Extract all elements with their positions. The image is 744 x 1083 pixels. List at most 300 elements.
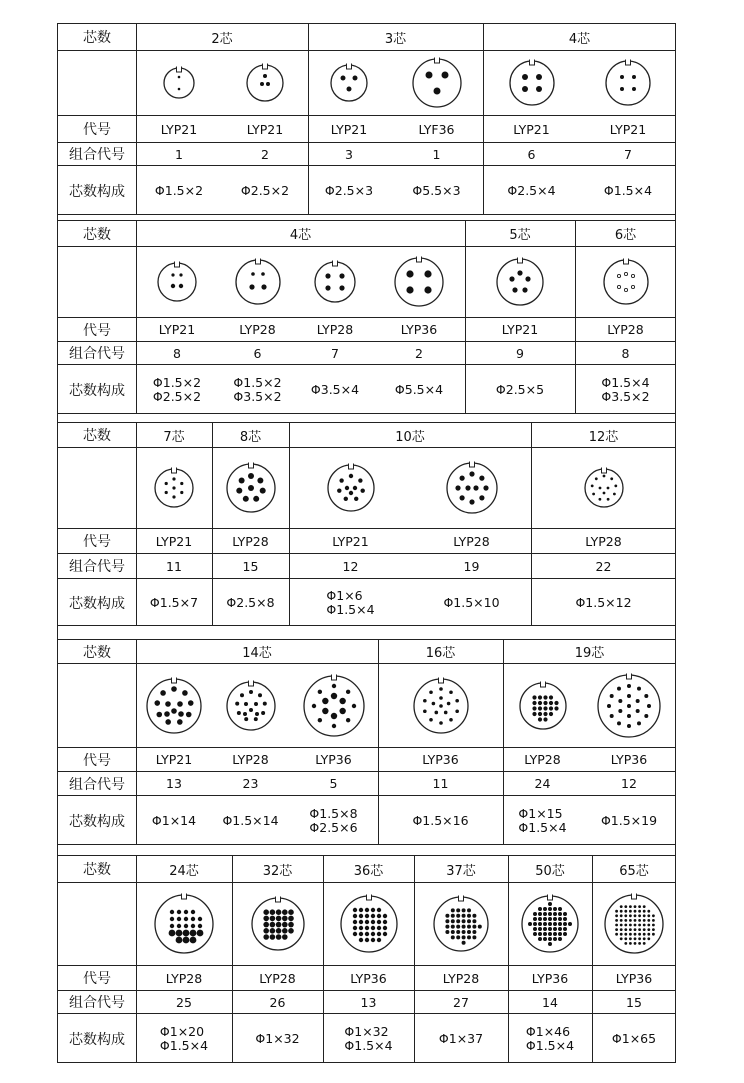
combo-row bbox=[58, 772, 675, 796]
combo-row bbox=[58, 143, 675, 166]
model-cell: LYP28 bbox=[442, 970, 480, 986]
pin-hole bbox=[178, 88, 181, 91]
model-cell: LYP28 bbox=[585, 533, 622, 549]
pin-hole bbox=[610, 694, 614, 698]
pin-hole bbox=[269, 922, 275, 928]
pin-hole bbox=[429, 717, 433, 721]
drawing-cell bbox=[136, 247, 218, 317]
pin-hole bbox=[612, 493, 615, 496]
core-count-header: 4芯 bbox=[289, 228, 312, 243]
connector-face-icon bbox=[160, 64, 198, 102]
combo-cell: 15 bbox=[626, 994, 642, 1010]
pin-hole bbox=[358, 920, 362, 924]
pin-hole bbox=[352, 920, 356, 924]
model-cell: LYP28 bbox=[259, 970, 296, 986]
composition-line: Φ1.5×16 bbox=[412, 812, 469, 828]
pin-hole bbox=[180, 491, 183, 494]
pin-hole bbox=[249, 690, 253, 694]
composition-cell bbox=[580, 166, 676, 215]
drawing-cell bbox=[308, 51, 390, 115]
pin-hole bbox=[451, 930, 455, 934]
composition-cell bbox=[308, 166, 390, 215]
connector-shell bbox=[497, 259, 543, 305]
pin-hole bbox=[177, 910, 181, 914]
pin-hole bbox=[647, 928, 650, 931]
composition-row-label: 芯数构成 bbox=[58, 579, 137, 626]
pin-hole bbox=[636, 699, 640, 703]
pin-hole bbox=[537, 700, 541, 704]
pin-hole bbox=[548, 706, 552, 710]
pin-hole bbox=[455, 485, 460, 490]
core-count-header: 65芯 bbox=[619, 863, 649, 879]
connector-face-icon bbox=[493, 255, 547, 309]
pin-hole bbox=[364, 920, 368, 924]
composition-cell bbox=[212, 579, 289, 626]
pin-hole bbox=[472, 935, 476, 939]
model-cell: LYP36 bbox=[350, 970, 387, 986]
connector-shell bbox=[413, 59, 461, 107]
composition-line: Φ1×14 bbox=[151, 812, 197, 828]
combo-cell: 13 bbox=[360, 994, 377, 1010]
pin-hole bbox=[358, 926, 362, 930]
pin-hole bbox=[533, 927, 537, 931]
composition-line: Φ2.5×2 bbox=[152, 388, 202, 404]
connector-face-icon bbox=[601, 891, 667, 957]
pin-hole bbox=[459, 495, 464, 500]
composition-line: Φ1.5×19 bbox=[600, 812, 658, 828]
composition-line: Φ1×46 bbox=[525, 1023, 571, 1039]
pin-hole bbox=[472, 930, 476, 934]
pin-hole bbox=[643, 914, 646, 917]
pin-hole bbox=[177, 719, 183, 725]
composition-cell bbox=[414, 1014, 508, 1063]
pin-hole bbox=[172, 495, 175, 498]
pin-hole bbox=[345, 717, 349, 721]
connector-shell bbox=[315, 262, 355, 302]
pin-hole bbox=[602, 475, 605, 478]
composition-cell bbox=[373, 365, 465, 414]
composition-line: Φ1.5×2 bbox=[233, 374, 282, 390]
composition-row bbox=[58, 579, 675, 626]
pin-hole bbox=[590, 485, 593, 488]
pin-hole bbox=[439, 687, 443, 691]
core-count-header: 7芯 bbox=[163, 429, 185, 445]
pin-hole bbox=[178, 711, 184, 717]
pin-hole bbox=[317, 689, 321, 693]
connector-shell bbox=[395, 258, 443, 306]
pin-hole bbox=[620, 928, 623, 931]
pin-hole bbox=[643, 910, 646, 913]
pin-hole bbox=[257, 693, 261, 697]
composition-line: Φ1×20 bbox=[159, 1023, 205, 1039]
pin-hole bbox=[282, 909, 288, 915]
pin-hole bbox=[376, 914, 380, 918]
pin-hole bbox=[634, 905, 637, 908]
pin-hole bbox=[253, 496, 259, 502]
model-cell: LYP36 bbox=[422, 752, 459, 767]
pin-hole bbox=[629, 937, 632, 940]
model-cell: LYP28 bbox=[232, 533, 269, 549]
drawing-row bbox=[58, 664, 675, 748]
pin-hole bbox=[558, 922, 562, 926]
composition-cell bbox=[390, 166, 483, 215]
connector-shell bbox=[328, 465, 374, 511]
model-cell: LYP28 bbox=[453, 533, 490, 549]
connector-face-icon bbox=[232, 256, 284, 308]
pin-hole bbox=[180, 482, 183, 485]
composition-cell bbox=[531, 579, 676, 626]
pin-hole bbox=[543, 937, 547, 941]
core-count-header: 50芯 bbox=[535, 863, 565, 879]
pin-hole bbox=[643, 933, 646, 936]
pin-hole bbox=[627, 724, 631, 728]
core-count-header: 32芯 bbox=[262, 863, 293, 879]
pin-hole bbox=[634, 910, 637, 913]
pin-hole bbox=[288, 909, 294, 915]
core-count-header: 5芯 bbox=[509, 228, 531, 243]
model-row-label: 代号 bbox=[58, 529, 137, 553]
pin-hole bbox=[644, 694, 648, 698]
pin-hole bbox=[543, 706, 547, 710]
composition-cell bbox=[412, 579, 531, 626]
combo-cell: 2 bbox=[261, 146, 269, 162]
connector-shell bbox=[447, 463, 497, 513]
pin-hole bbox=[634, 928, 637, 931]
pin-hole bbox=[171, 708, 177, 714]
pin-hole bbox=[179, 284, 183, 288]
core-count-header: 19芯 bbox=[574, 646, 605, 661]
core-count-header: 6芯 bbox=[614, 228, 637, 243]
pin-hole bbox=[629, 905, 632, 908]
combo-cell: 14 bbox=[542, 994, 558, 1010]
pin-hole bbox=[543, 711, 547, 715]
section-gap bbox=[57, 845, 676, 855]
pin-hole bbox=[627, 684, 631, 688]
pin-hole bbox=[154, 700, 160, 706]
pin-hole bbox=[445, 919, 449, 923]
pin-hole bbox=[620, 937, 623, 940]
pin-hole bbox=[164, 711, 170, 717]
pin-hole bbox=[184, 924, 188, 928]
pin-hole bbox=[618, 699, 622, 703]
pin-hole bbox=[638, 937, 641, 940]
pin-hole bbox=[533, 922, 537, 926]
pin-hole bbox=[197, 930, 204, 937]
combo-cell: 7 bbox=[331, 345, 339, 361]
pin-hole bbox=[275, 909, 281, 915]
connector-face-icon bbox=[143, 675, 205, 737]
model-row bbox=[58, 318, 675, 342]
composition-cell bbox=[508, 1014, 592, 1063]
connector-shell bbox=[227, 682, 275, 730]
pin-hole bbox=[537, 711, 541, 715]
pin-hole bbox=[617, 686, 621, 690]
pin-hole bbox=[624, 933, 627, 936]
cores-row-label: 芯数 bbox=[58, 856, 137, 882]
model-cell: LYP28 bbox=[316, 322, 354, 337]
pin-hole bbox=[376, 908, 380, 912]
pin-hole bbox=[472, 919, 476, 923]
pin-hole bbox=[543, 927, 547, 931]
pin-hole bbox=[456, 919, 460, 923]
model-row-label: 代号 bbox=[58, 318, 137, 341]
pin-hole bbox=[615, 924, 618, 927]
connector-face-icon bbox=[243, 61, 287, 105]
pin-hole bbox=[439, 704, 443, 708]
composition-line: Φ2.5×8 bbox=[226, 594, 275, 610]
pin-hole bbox=[637, 686, 641, 690]
pin-hole bbox=[636, 709, 640, 713]
connector-shell bbox=[247, 65, 283, 101]
composition-cell bbox=[218, 365, 297, 414]
pin-hole bbox=[376, 920, 380, 924]
pin-hole bbox=[647, 914, 650, 917]
pin-hole bbox=[533, 932, 537, 936]
pin-hole bbox=[348, 491, 352, 495]
drawing-cell bbox=[412, 448, 531, 528]
pin-hole bbox=[632, 75, 636, 79]
pin-hole bbox=[620, 910, 623, 913]
pin-hole bbox=[537, 717, 541, 721]
pin-hole bbox=[445, 914, 449, 918]
drawing-row bbox=[58, 448, 675, 529]
pin-hole bbox=[288, 916, 294, 922]
connector-shell bbox=[331, 65, 367, 101]
connector-face-icon bbox=[506, 57, 558, 109]
drawing-cell bbox=[212, 448, 289, 528]
pin-hole bbox=[462, 908, 466, 912]
pin-hole bbox=[451, 914, 455, 918]
pin-hole bbox=[449, 717, 453, 721]
model-cell: LYP36 bbox=[531, 970, 569, 986]
pin-hole bbox=[462, 935, 466, 939]
composition-line: Φ1.5×4 bbox=[518, 819, 567, 835]
pin-hole bbox=[462, 914, 466, 918]
model-cell: LYP21 bbox=[332, 533, 369, 549]
drawing-cell bbox=[232, 883, 323, 965]
combo-row-label: 组合代号 bbox=[58, 554, 137, 578]
model-cell: LYP21 bbox=[155, 752, 193, 767]
drawing-cell bbox=[465, 247, 575, 317]
composition-line: Φ1×15 bbox=[518, 805, 563, 821]
pin-hole bbox=[554, 706, 558, 710]
pin-hole bbox=[467, 930, 471, 934]
pin-hole bbox=[451, 919, 455, 923]
pin-hole bbox=[236, 488, 242, 494]
composition-line: Φ1.5×12 bbox=[575, 594, 632, 610]
pin-hole bbox=[652, 919, 655, 922]
combo-cell: 8 bbox=[173, 345, 181, 361]
pin-hole bbox=[240, 693, 244, 697]
connector-face-icon bbox=[430, 893, 492, 955]
composition-line: Φ5.5×3 bbox=[412, 182, 461, 198]
pin-hole bbox=[647, 933, 650, 936]
pin-hole bbox=[543, 912, 547, 916]
combo-cell: 27 bbox=[453, 994, 469, 1010]
combo-cell: 26 bbox=[269, 994, 286, 1010]
pin-hole bbox=[536, 86, 542, 92]
combo-cell: 1 bbox=[432, 146, 441, 162]
pin-hole bbox=[643, 905, 646, 908]
composition-cell bbox=[136, 1014, 232, 1063]
pin-hole bbox=[235, 701, 239, 705]
pin-hole bbox=[610, 477, 613, 480]
pin-hole bbox=[352, 486, 356, 490]
section-gap bbox=[57, 626, 676, 639]
pin-hole bbox=[643, 924, 646, 927]
pin-hole bbox=[172, 477, 175, 480]
pin-hole bbox=[538, 927, 542, 931]
core-count-header: 10芯 bbox=[395, 429, 425, 445]
pin-hole bbox=[624, 288, 627, 291]
pin-hole bbox=[614, 485, 617, 488]
pin-hole bbox=[165, 719, 171, 725]
drawing-row bbox=[58, 883, 675, 966]
composition-cell bbox=[592, 1014, 676, 1063]
model-cell: LYP21 bbox=[155, 533, 193, 549]
pin-hole bbox=[558, 917, 562, 921]
pin-hole bbox=[643, 928, 646, 931]
composition-line: Φ1.5×10 bbox=[443, 594, 500, 610]
combo-cell: 6 bbox=[253, 345, 262, 361]
model-row bbox=[58, 529, 675, 554]
pin-hole bbox=[563, 932, 567, 936]
pin-hole bbox=[456, 935, 460, 939]
cores-row-label: 芯数 bbox=[58, 24, 137, 50]
pin-hole bbox=[462, 925, 466, 929]
pin-hole bbox=[282, 922, 288, 928]
pin-hole bbox=[469, 499, 474, 504]
combo-row-label: 组合代号 bbox=[58, 143, 137, 165]
core-count-header: 37芯 bbox=[446, 863, 476, 879]
drawing-cell bbox=[531, 448, 676, 528]
composition-row-label: 芯数构成 bbox=[58, 1014, 137, 1063]
pin-hole bbox=[424, 270, 431, 277]
pin-hole bbox=[176, 930, 183, 937]
pin-hole bbox=[509, 276, 514, 281]
pin-hole bbox=[188, 700, 194, 706]
pin-hole bbox=[528, 922, 532, 926]
drawing-cell bbox=[297, 247, 373, 317]
drawing-row bbox=[58, 247, 675, 318]
pin-hole bbox=[632, 87, 636, 91]
composition-line: Φ3.5×4 bbox=[310, 381, 360, 397]
pin-hole bbox=[451, 925, 455, 929]
pin-hole bbox=[406, 286, 413, 293]
pin-hole bbox=[638, 933, 641, 936]
composition-row-label: 芯数构成 bbox=[58, 365, 137, 414]
model-cell: LYP28 bbox=[165, 970, 203, 986]
pin-hole bbox=[441, 72, 448, 79]
pin-hole bbox=[339, 478, 343, 482]
pin-hole bbox=[249, 284, 254, 289]
pin-hole bbox=[370, 920, 374, 924]
connector-face-icon bbox=[154, 259, 200, 305]
pin-hole bbox=[537, 706, 541, 710]
pin-hole bbox=[376, 938, 380, 942]
model-cell: LYP36 bbox=[400, 322, 438, 337]
combo-cell: 6 bbox=[527, 146, 536, 162]
pin-hole bbox=[558, 912, 562, 916]
pin-hole bbox=[548, 907, 552, 911]
composition-line: Φ1.5×7 bbox=[149, 594, 199, 610]
combo-cell: 15 bbox=[242, 558, 259, 574]
pin-hole bbox=[629, 914, 632, 917]
pin-hole bbox=[344, 486, 348, 490]
section-4 bbox=[57, 639, 676, 845]
pin-hole bbox=[558, 927, 562, 931]
pin-hole bbox=[263, 922, 269, 928]
composition-line: Φ5.5×4 bbox=[394, 381, 444, 397]
pin-hole bbox=[263, 916, 269, 922]
combo-row bbox=[58, 554, 675, 579]
pin-hole bbox=[248, 473, 254, 479]
composition-row bbox=[58, 166, 675, 215]
pin-hole bbox=[263, 934, 269, 940]
pin-hole bbox=[249, 708, 253, 712]
composition-cell bbox=[136, 166, 222, 215]
pin-hole bbox=[517, 270, 522, 275]
composition-cell bbox=[582, 796, 676, 845]
pin-hole bbox=[347, 87, 352, 92]
pin-hole bbox=[160, 690, 166, 696]
section-5 bbox=[57, 855, 676, 1063]
pin-hole bbox=[322, 707, 328, 713]
pin-hole bbox=[548, 917, 552, 921]
connector-face-icon bbox=[391, 254, 447, 310]
connector-face-icon bbox=[223, 460, 279, 516]
pin-hole bbox=[190, 930, 197, 937]
drawing-cell bbox=[582, 664, 676, 747]
model-row bbox=[58, 748, 675, 772]
pin-hole bbox=[171, 686, 177, 692]
connector-face-icon bbox=[516, 679, 570, 733]
combo-row bbox=[58, 991, 675, 1014]
core-count-header: 12芯 bbox=[588, 429, 619, 445]
composition-cell bbox=[297, 365, 373, 414]
pin-hole bbox=[638, 942, 641, 945]
drawing-cell bbox=[390, 51, 483, 115]
pin-hole bbox=[177, 924, 181, 928]
drawing-cell bbox=[373, 247, 465, 317]
drawing-cell bbox=[503, 664, 582, 747]
pin-hole bbox=[543, 695, 547, 699]
pin-hole bbox=[462, 941, 466, 945]
pin-hole bbox=[445, 925, 449, 929]
pin-hole bbox=[358, 478, 362, 482]
pin-hole bbox=[637, 721, 641, 725]
pin-hole bbox=[533, 917, 537, 921]
pin-hole bbox=[592, 493, 595, 496]
cores-row bbox=[58, 856, 675, 883]
model-cell: LYF36 bbox=[418, 121, 455, 137]
drawing-cell bbox=[414, 883, 508, 965]
section-1 bbox=[57, 23, 676, 215]
pin-hole bbox=[629, 933, 632, 936]
core-count-header: 16芯 bbox=[425, 646, 456, 661]
pin-hole bbox=[243, 712, 247, 716]
drawing-cell bbox=[323, 883, 414, 965]
composition-line: Φ3.5×2 bbox=[601, 388, 650, 404]
pin-hole bbox=[345, 689, 349, 693]
pin-hole bbox=[553, 917, 557, 921]
pin-hole bbox=[478, 925, 482, 929]
pin-hole bbox=[554, 700, 558, 704]
pin-hole bbox=[260, 82, 264, 86]
pin-hole bbox=[244, 717, 248, 721]
pin-hole bbox=[462, 919, 466, 923]
pin-hole bbox=[652, 924, 655, 927]
